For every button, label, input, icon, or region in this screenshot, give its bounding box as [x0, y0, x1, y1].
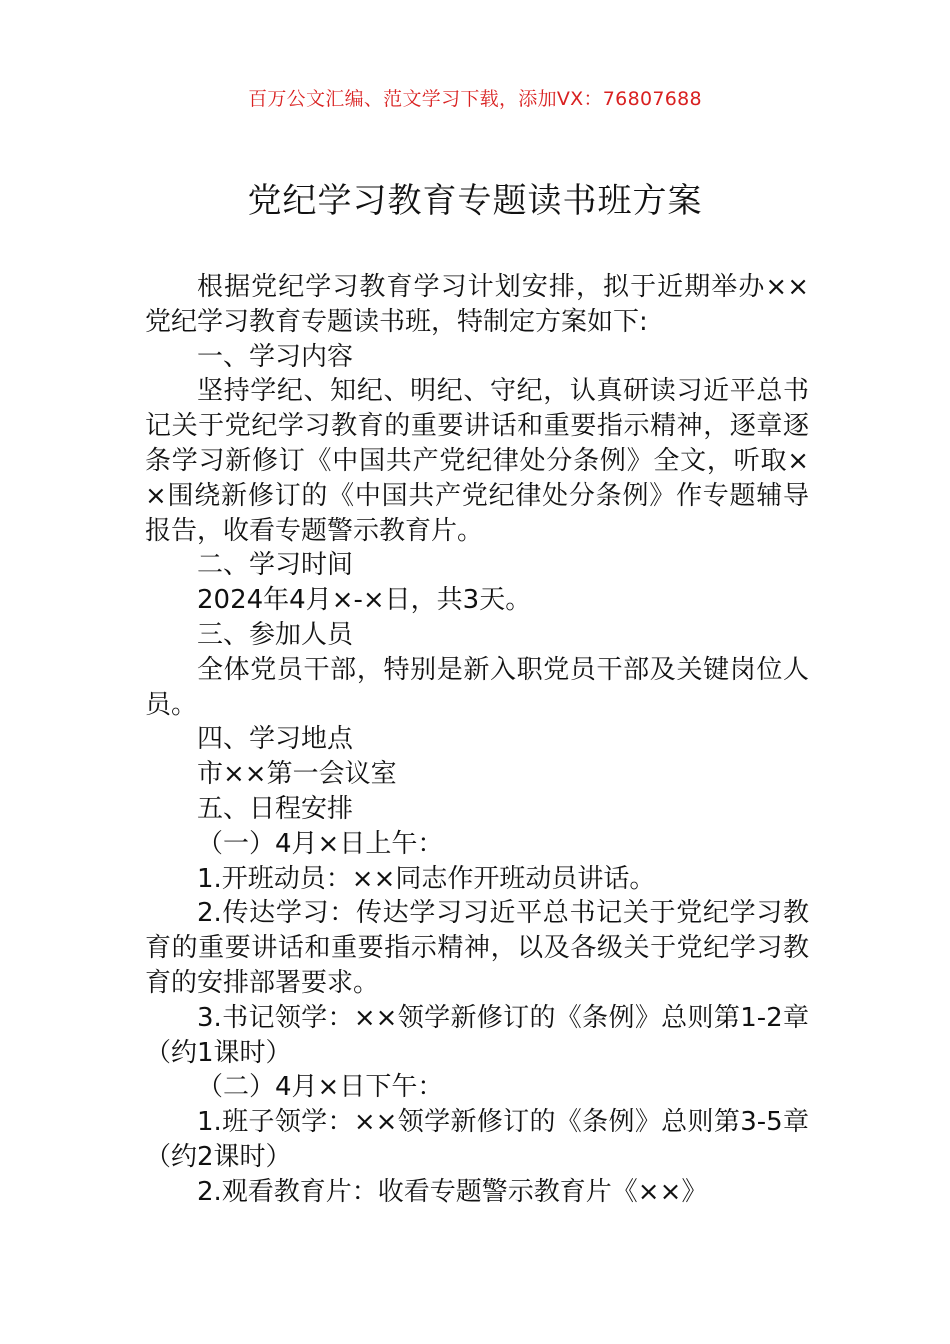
schedule-item: 2.观看教育片：收看专题警示教育片《××》: [197, 1176, 708, 1207]
promo-header-note: 百万公文汇编、范文学习下载，添加VX：76807688: [248, 88, 702, 110]
section-heading-schedule: 五、日程安排: [197, 793, 354, 824]
section-heading-location: 四、学习地点: [197, 724, 354, 755]
schedule-item: 1.班子领学：××领学新修订的《条例》总则第3-5章（约2课时）: [145, 1107, 809, 1172]
content-paragraph: 坚持学纪、知纪、明纪、守纪，认真研读习近平总书记关于党纪学习教育的重要讲话和重要指示精神，逐章逐条学习新修订《中国共产党纪律处分条例》全文，听取××围绕新修订的《中国共产党纪律处分条例》作专题辅导报告，收看专题警示教育片。: [145, 376, 809, 546]
document-title: 党纪学习教育专题读书班方案: [247, 181, 703, 221]
schedule-item: 1.开班动员：××同志作开班动员讲话。: [197, 863, 656, 894]
location-paragraph: 市××第一会议室: [197, 759, 397, 790]
schedule-day1-heading: （一）4月×日上午：: [197, 828, 444, 859]
schedule-item: 2.传达学习：传达学习习近平总书记关于党纪学习教育的重要讲话和重要指示精神，以及各级关于党纪学习教育的安排部署要求。: [145, 898, 809, 998]
section-heading-time: 二、学习时间: [197, 550, 354, 581]
time-paragraph: 2024年4月×-×日，共3天。: [197, 585, 532, 616]
section-heading-content: 一、学习内容: [197, 341, 354, 372]
schedule-day1-afternoon-heading: （二）4月×日下午：: [197, 1072, 444, 1103]
document-body: [145, 270, 809, 1210]
intro-paragraph: 根据党纪学习教育学习计划安排，拟于近期举办××党纪学习教育专题读书班，特制定方案如下:: [145, 272, 809, 337]
participants-paragraph: 全体党员干部，特别是新入职党员干部及关键岗位人员。: [145, 654, 809, 720]
section-heading-participants: 三、参加人员: [197, 619, 354, 650]
schedule-item: 3.书记领学：××领学新修订的《条例》总则第1-2章（约1课时）: [145, 1002, 809, 1068]
